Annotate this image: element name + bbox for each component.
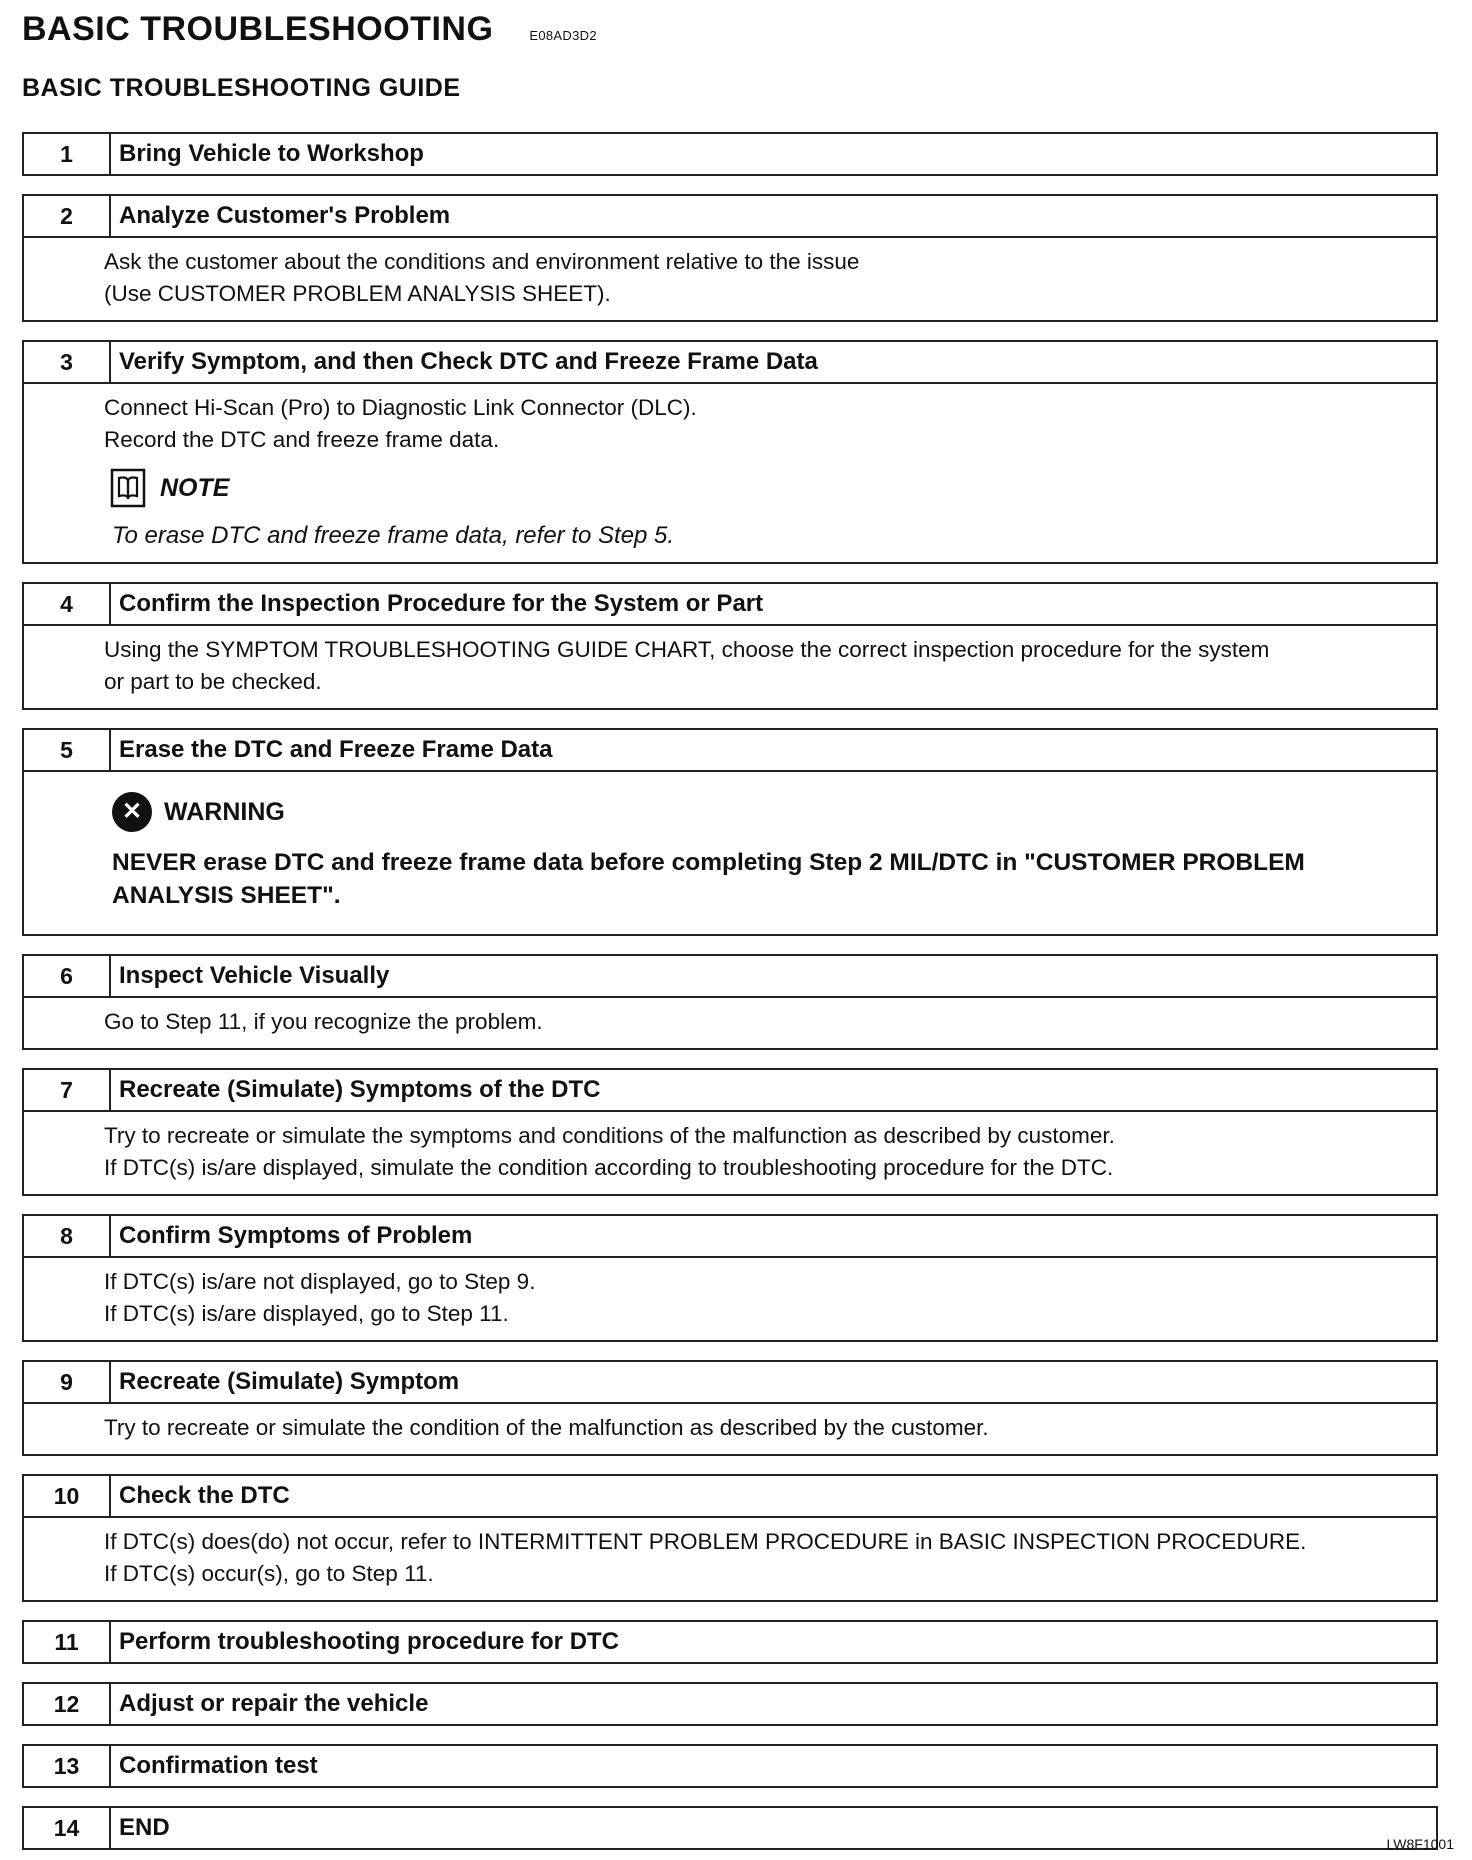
step-body: [24, 996, 1436, 1048]
step-title: Confirmation test: [119, 1752, 318, 1779]
note-header: [110, 468, 1428, 508]
step-title: Analyze Customer's Problem: [119, 202, 451, 229]
step-number: 3: [24, 342, 111, 382]
steps-list: [22, 132, 1438, 1860]
step-header: [24, 1684, 1436, 1724]
step-body-line: (Use CUSTOMER PROBLEM ANALYSIS SHEET).: [104, 281, 611, 306]
step-body-line: or part to be checked.: [104, 669, 322, 694]
step-header: [24, 730, 1436, 770]
step-box: [22, 1620, 1438, 1664]
step-box: [22, 1068, 1438, 1196]
warning-text-line: ANALYSIS SHEET".: [112, 882, 341, 909]
step-header: [24, 342, 1436, 382]
step-header: [24, 196, 1436, 236]
step-body: [24, 236, 1436, 320]
step-box: [22, 1806, 1438, 1850]
step-box: [22, 132, 1438, 176]
step-header: [24, 1216, 1436, 1256]
step-header: [24, 956, 1436, 996]
step-box: [22, 340, 1438, 564]
step-title: Erase the DTC and Freeze Frame Data: [119, 736, 553, 763]
step-body: [24, 770, 1436, 934]
step-body-line: Connect Hi-Scan (Pro) to Diagnostic Link Connector (DLC).: [104, 395, 697, 420]
step-body-line: Try to recreate or simulate the symptoms and conditions of the malfunction as described by customer.: [104, 1123, 1115, 1148]
step-body-line: If DTC(s) is/are displayed, go to Step 11.: [104, 1301, 509, 1326]
step-body-line: If DTC(s) is/are not displayed, go to Step 9.: [104, 1269, 536, 1294]
step-title: Recreate (Simulate) Symptom: [119, 1368, 460, 1395]
step-header: [24, 1070, 1436, 1110]
step-number: 2: [24, 196, 111, 236]
step-number: 4: [24, 584, 111, 624]
step-body: [24, 1256, 1436, 1340]
step-box: [22, 1744, 1438, 1788]
step-title: Verify Symptom, and then Check DTC and Freeze Frame Data: [119, 348, 818, 375]
warning-text-line: NEVER erase DTC and freeze frame data before completing Step 2 MIL/DTC in "CUSTOMER PROBLEM: [112, 849, 1305, 876]
step-box: [22, 582, 1438, 710]
warning-header: [112, 792, 1428, 832]
page-title: BASIC TROUBLESHOOTING: [22, 10, 494, 48]
book-icon: [110, 468, 146, 508]
step-title: Confirm Symptoms of Problem: [119, 1222, 473, 1249]
step-box: [22, 728, 1438, 936]
step-body-line: Record the DTC and freeze frame data.: [104, 427, 500, 452]
step-header: [24, 584, 1436, 624]
step-body: [24, 1402, 1436, 1454]
step-header: [24, 1476, 1436, 1516]
step-box: [22, 1360, 1438, 1456]
step-header: [24, 1746, 1436, 1786]
step-header: [24, 1362, 1436, 1402]
step-body-line: Ask the customer about the conditions and environment relative to the issue: [104, 249, 860, 274]
step-header: [24, 1622, 1436, 1662]
step-title: Bring Vehicle to Workshop: [119, 140, 424, 167]
figure-code: LW8F1001: [1386, 1836, 1454, 1852]
section-title: BASIC TROUBLESHOOTING GUIDE: [22, 74, 461, 102]
step-box: [22, 1214, 1438, 1342]
note-label: NOTE: [160, 474, 230, 502]
step-box: [22, 194, 1438, 322]
warning-x-icon: ✕: [112, 792, 152, 832]
step-number: 1: [24, 134, 111, 174]
step-body: [24, 1110, 1436, 1194]
step-box: [22, 1474, 1438, 1602]
step-number: 13: [24, 1746, 111, 1786]
step-box: [22, 1682, 1438, 1726]
step-number: 6: [24, 956, 111, 996]
step-title: Confirm the Inspection Procedure for the System or Part: [119, 590, 764, 617]
warning-text: [112, 846, 1428, 912]
step-body: [24, 624, 1436, 708]
step-body-line: If DTC(s) is/are displayed, simulate the condition according to troubleshooting procedure for the DTC.: [104, 1155, 1114, 1180]
step-body-line: If DTC(s) does(do) not occur, refer to INTERMITTENT PROBLEM PROCEDURE in BASIC INSPECTION PROCEDURE.: [104, 1529, 1307, 1554]
step-number: 7: [24, 1070, 111, 1110]
warning-label: WARNING: [164, 798, 285, 826]
step-body: [24, 382, 1436, 562]
note-text: To erase DTC and freeze frame data, refer to Step 5.: [112, 522, 675, 549]
step-number: 12: [24, 1684, 111, 1724]
step-number: 9: [24, 1362, 111, 1402]
step-header: [24, 1808, 1436, 1848]
step-number: 5: [24, 730, 111, 770]
step-title: Recreate (Simulate) Symptoms of the DTC: [119, 1076, 601, 1103]
step-title: Adjust or repair the vehicle: [119, 1690, 429, 1717]
step-body-line: Try to recreate or simulate the condition of the malfunction as described by the customer.: [104, 1415, 989, 1440]
step-body-line: If DTC(s) occur(s), go to Step 11.: [104, 1561, 434, 1586]
step-title: Inspect Vehicle Visually: [119, 962, 390, 989]
step-number: 10: [24, 1476, 111, 1516]
step-title: Check the DTC: [119, 1482, 290, 1509]
step-number: 8: [24, 1216, 111, 1256]
step-header: [24, 134, 1436, 174]
step-title: Perform troubleshooting procedure for DTC: [119, 1628, 620, 1655]
step-number: 14: [24, 1808, 111, 1848]
document-code: E08AD3D2: [529, 28, 597, 43]
title-row: [22, 10, 597, 49]
step-box: [22, 954, 1438, 1050]
step-title: END: [119, 1814, 170, 1841]
step-body-line: Go to Step 11, if you recognize the problem.: [104, 1009, 543, 1034]
step-body: [24, 1516, 1436, 1600]
step-body-line: Using the SYMPTOM TROUBLESHOOTING GUIDE CHART, choose the correct inspection procedure for the system: [104, 637, 1270, 662]
step-number: 11: [24, 1622, 111, 1662]
